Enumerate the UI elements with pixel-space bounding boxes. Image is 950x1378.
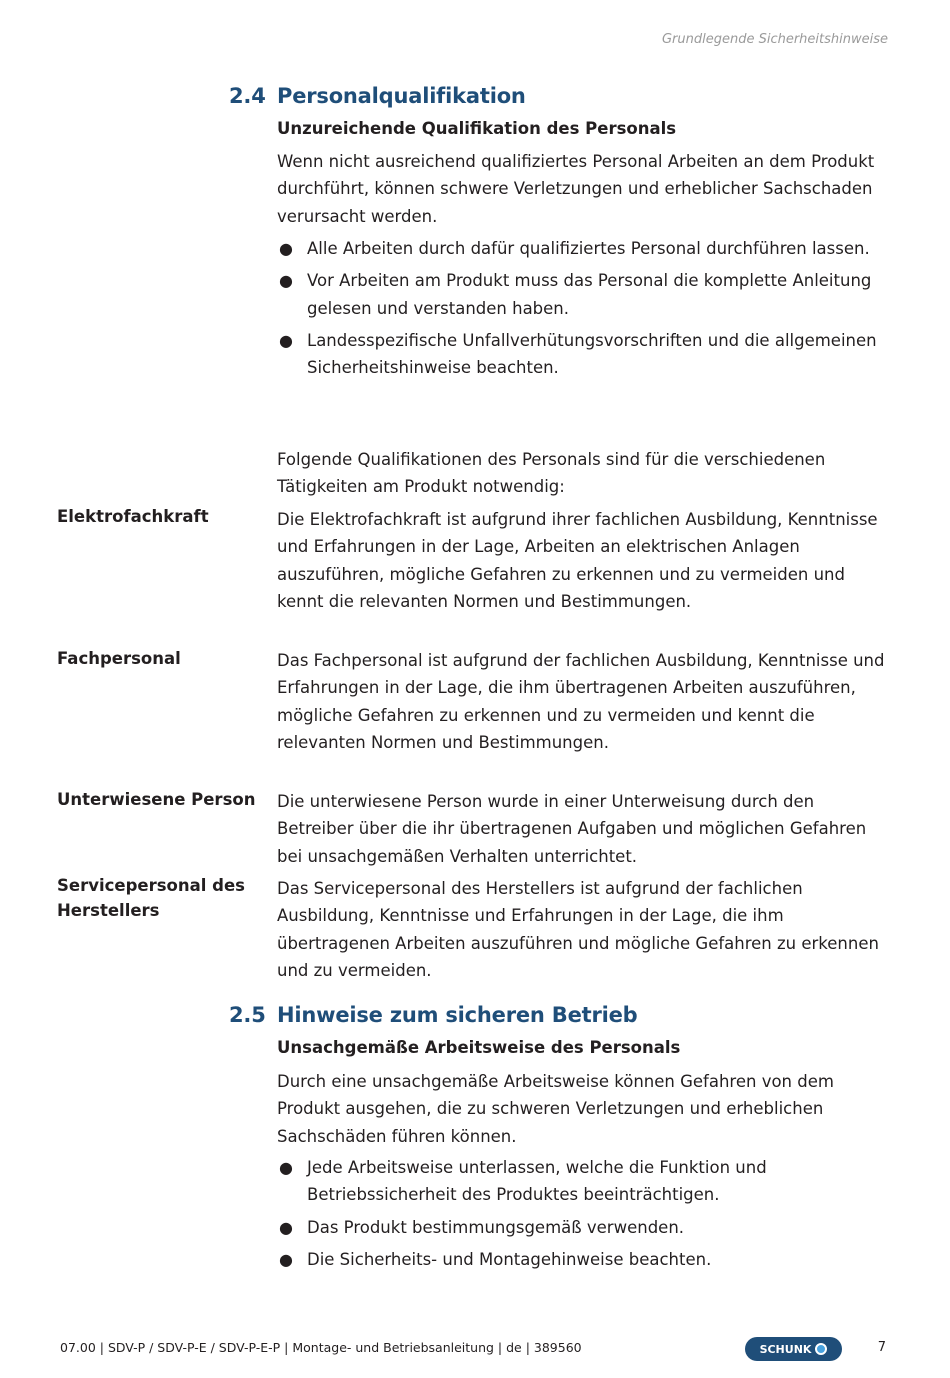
definition-text: Das Fachpersonal ist aufgrund der fachlichen Ausbildung, Kenntnisse und Erfahrungen in der Lage, die ihm übertragenen Arbeiten auszuführen, mögliche Gefahren zu erkennen und zu vermeiden und kennt die relevanten Normen und Bestimmungen. — [277, 651, 885, 752]
logo-mark-icon — [815, 1343, 827, 1355]
list-item-text: Jede Arbeitsweise unterlassen, welche die Funktion und Betriebssicherheit des Produktes beeinträchtigen. — [307, 1158, 767, 1205]
definition-term: Servicepersonal des Herstellers — [57, 876, 245, 920]
list-item — [277, 1214, 889, 1241]
definition-term: Elektrofachkraft — [57, 507, 209, 526]
bullet-icon: ● — [279, 1217, 293, 1237]
list-item — [277, 1246, 889, 1273]
list-item — [277, 327, 889, 382]
bullet-list-2-5 — [277, 1154, 889, 1278]
list-item-text: Das Produkt bestimmungsgemäß verwenden. — [307, 1217, 685, 1237]
definition-text: Die unterwiesene Person wurde in einer Unterweisung durch den Betreiber über die ihr übertragenen Aufgaben und möglichen Gefahren bei unsachgemäßen Verhalten unterrichtet. — [277, 792, 867, 866]
section-2-4-heading — [229, 84, 526, 108]
bullet-list-2-4 — [277, 235, 889, 386]
running-header: Grundlegende Sicherheitshinweise — [661, 32, 888, 47]
definition-text: Die Elektrofachkraft ist aufgrund ihrer fachlichen Ausbildung, Kenntnisse und Erfahrungen in der Lage, Arbeiten an elektrischen Anlagen auszuführen, mögliche Gefahren zu erkennen und zu vermeiden und kennt die relevanten Normen und Bestimmungen. — [277, 510, 878, 611]
list-item-text: Die Sicherheits- und Montagehinweise beachten. — [307, 1249, 712, 1269]
subheading-unsachgemaesse-arbeitsweise: Unsachgemäße Arbeitsweise des Personals — [277, 1038, 681, 1057]
footer-doc-info: 07.00 | SDV-P / SDV-P-E / SDV-P-E-P | Montage- und Betriebsanleitung | de | 389560 — [60, 1340, 582, 1355]
subheading-unzureichende-qualifikation: Unzureichende Qualifikation des Personals — [277, 119, 677, 138]
list-item-text: Landesspezifische Unfallverhütungsvorschriften und die allgemeinen Sicherheitshinweise beachten. — [307, 330, 877, 378]
bullet-icon: ● — [279, 1158, 293, 1177]
definition-term: Fachpersonal — [57, 649, 181, 668]
definition-text: Das Servicepersonal des Herstellers ist aufgrund der fachlichen Ausbildung, Kenntnisse und Erfahrungen in der Lage, die ihm übertragenen Arbeiten auszuführen und mögliche Gefahren zu erkennen und zu vermeiden. — [277, 879, 879, 980]
paragraph-intro: Wenn nicht ausreichend qualifiziertes Personal Arbeiten an dem Produkt durchführt, können schwere Verletzungen und erheblicher Sachschaden verursacht werden. — [277, 152, 875, 226]
list-item-text: Vor Arbeiten am Produkt muss das Personal die komplette Anleitung gelesen und verstanden haben. — [307, 271, 872, 318]
paragraph-intro: Durch eine unsachgemäße Arbeitsweise können Gefahren von dem Produkt ausgehen, die zu schweren Verletzungen und erheblichen Sachschäden führen können. — [277, 1072, 834, 1146]
bullet-icon: ● — [279, 271, 293, 291]
list-item — [277, 1154, 889, 1209]
section-number: 2.4 — [229, 84, 266, 108]
bullet-icon: ● — [279, 1249, 293, 1269]
section-number: 2.5 — [229, 1003, 266, 1027]
logo-text: SCHUNK — [759, 1342, 812, 1356]
bullet-icon: ● — [279, 330, 293, 350]
list-item — [277, 267, 889, 322]
schunk-logo — [745, 1337, 842, 1361]
bullet-icon: ● — [279, 239, 293, 258]
page-number: 7 — [877, 1340, 886, 1355]
list-item-text: Alle Arbeiten durch dafür qualifiziertes Personal durchführen lassen. — [307, 239, 870, 258]
paragraph-qualifications-intro: Folgende Qualifikationen des Personals sind für die verschiedenen Tätigkeiten am Produkt notwendig: — [277, 450, 826, 497]
definition-term: Unterwiesene Person — [57, 790, 256, 809]
list-item — [277, 235, 889, 262]
section-2-5-heading — [229, 1003, 638, 1027]
section-title: Hinweise zum sicheren Betrieb — [277, 1003, 638, 1027]
section-title: Personalqualifikation — [277, 84, 526, 108]
